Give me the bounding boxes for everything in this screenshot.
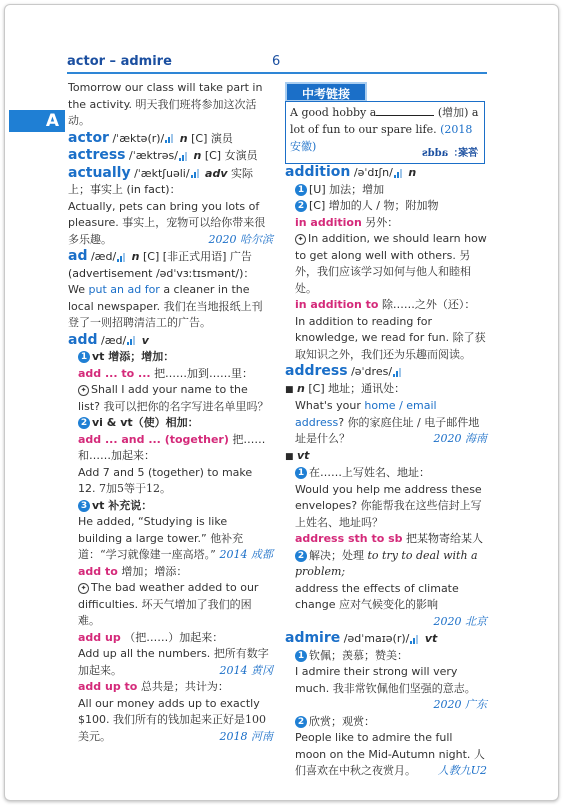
page-header: [67, 54, 485, 72]
entry-ad: ad /æd/ n [C] [非正式用语] 广告 (advertisement /ədˈvɜːtɪsmənt/)：: [68, 248, 255, 280]
frequency-icon: [127, 336, 137, 345]
addition-sense-1: 1 [U] 加法；增加: [285, 182, 487, 199]
add-phrase-2: add ... and ... (together) 把……和……加起来：: [78, 432, 266, 462]
admire-example-1: I admire their strong will very much. 我非常钦佩他们坚强的意志。 2020 广东: [295, 665, 487, 711]
address-example-1: Would you help me address these envelopes? 你能帮我在这些信封上写上姓名、地址吗？: [295, 482, 482, 529]
frequency-icon: [394, 169, 404, 178]
frequency-icon: [117, 253, 127, 262]
address-example-2: address the effects of climate change 应对气候变化的影响 2020 北京: [295, 581, 487, 628]
addition-phrase-2: in addition to 除……之外（还）：: [295, 298, 476, 311]
right-column: [285, 164, 487, 780]
frequency-icon: [410, 635, 420, 644]
entry-actress: actress /ˈæktrəs/ n [C] 女演员: [68, 147, 258, 163]
frequency-icon: [191, 169, 201, 178]
add-example-2: Add 7 and 5 (together) to make 12. 7加5等于12。: [78, 465, 253, 495]
tip-icon: ✦: [78, 385, 89, 396]
address-verb: ■ vt: [285, 448, 310, 462]
entry-admire: admire /ədˈmaɪə(r)/ vt: [285, 630, 438, 646]
ad-example: We put an ad for a cleaner in the local newspaper. 我们在当地报纸上刊登了一则招聘清洁工的广告。: [68, 283, 263, 329]
exam-link-body: A good hobby a (增加) a lot of fun to our spare life. (2018 安徽) 答案：adds: [285, 101, 485, 164]
tip-icon: ✦: [78, 583, 89, 594]
add-sense-2: 2 vi & vt（使）相加：: [68, 415, 273, 432]
exam-link-label: 中考链接: [285, 82, 367, 102]
address-sense-2: 2 解决；处理 to try to deal with a problem;: [295, 548, 478, 578]
addition-example-2: In addition to reading for knowledge, we read for fun. 除了获取知识之外，我们还为乐趣而阅读。: [295, 314, 486, 361]
add-example-4: ✦ The bad weather added to our difficulties. 坏天气增加了我们的困难。: [78, 581, 259, 627]
admire-sense-2: 2 欣赏；观赏：: [285, 714, 487, 731]
add-phrase-1: add ... to ... 把……加到……里：: [78, 366, 254, 380]
address-sense-1: 1 在……上写姓名、地址：: [285, 465, 487, 482]
address-phrase-1: address sth to sb 把某物寄给某人: [295, 532, 484, 545]
frequency-icon: [165, 134, 175, 143]
add-phrase-5: add up （把……）加起来：: [78, 630, 224, 644]
add-sense-3: 3 vt 补充说：: [68, 498, 273, 515]
addition-sense-2: 2 [C] 增加的人 / 物；附加物: [285, 198, 487, 215]
entry-actually: actually /ˈæktʃuəli/ adv 实际上；事实上 (in fact)：: [68, 164, 254, 196]
address-noun-example: What's your home / email address? 你的家庭住址 / 电子邮件地址是什么？ 2020 海南: [295, 399, 487, 445]
entry-actor: actor /ˈæktə(r)/ n [C] 演员: [68, 129, 233, 146]
mirrored-answer: 答案：adds: [421, 148, 478, 159]
intro-example: Tomorrow our class will take part in the activity. 明天我们班将参加这次活动。: [68, 81, 263, 127]
frequency-icon: [393, 368, 403, 377]
addition-example-1: ✦ In addition, we should learn how to get along well with others. 另外，我们应该学习如何与他人和睦相处。: [295, 232, 487, 295]
add-example-3: He added, “Studying is like building a large tower.” 他补充道：“学习就像建一座高塔。” 2014 成都: [78, 515, 273, 561]
entry-addition: addition /əˈdɪʃn/ n: [285, 164, 417, 180]
actually-example: Actually, pets can bring you lots of pleasure. 事实上，宠物可以给你带来很多乐趣。 2020 哈尔滨: [68, 199, 273, 246]
add-sense-1: 1 vt 增添；增加：: [68, 349, 273, 366]
add-example-1: ✦ Shall I add your name to the list? 我可以把你的名字写进名单里吗？: [78, 383, 269, 413]
header-title: actor – admire: [67, 54, 172, 69]
left-column: [68, 80, 273, 745]
entry-address: address /əˈdres/: [285, 363, 487, 381]
addition-phrase-1: in addition 另外：: [295, 215, 399, 229]
add-phrase-4: add to 增加；增添：: [78, 564, 188, 578]
add-example-6: All our money adds up to exactly $100. 我们所有的钱加起来正好是100美元。 2018 河南: [78, 696, 273, 743]
add-phrase-6: add up to 总共是；共计为：: [78, 680, 229, 693]
tip-icon: ✦: [295, 234, 306, 245]
letter-tab: A: [9, 110, 65, 132]
admire-sense-1: 1 钦佩；羡慕；赞美：: [285, 648, 487, 665]
address-noun: ■ n [C] 地址；通讯处：: [285, 381, 406, 395]
frequency-icon: [179, 152, 189, 161]
answer-blank: [376, 106, 434, 116]
exam-link-box: [285, 82, 485, 164]
admire-example-2: People like to admire the full moon on the Mid-Autumn night. 人们喜欢在中秋之夜赏月。 人教九U2: [295, 731, 487, 777]
page-number: 6: [272, 54, 281, 69]
add-example-5: Add up all the numbers. 把所有数字加起来。 2014 黄冈: [78, 647, 273, 677]
header-rule: [67, 72, 487, 74]
entry-add: add /æd/ v: [68, 331, 149, 348]
